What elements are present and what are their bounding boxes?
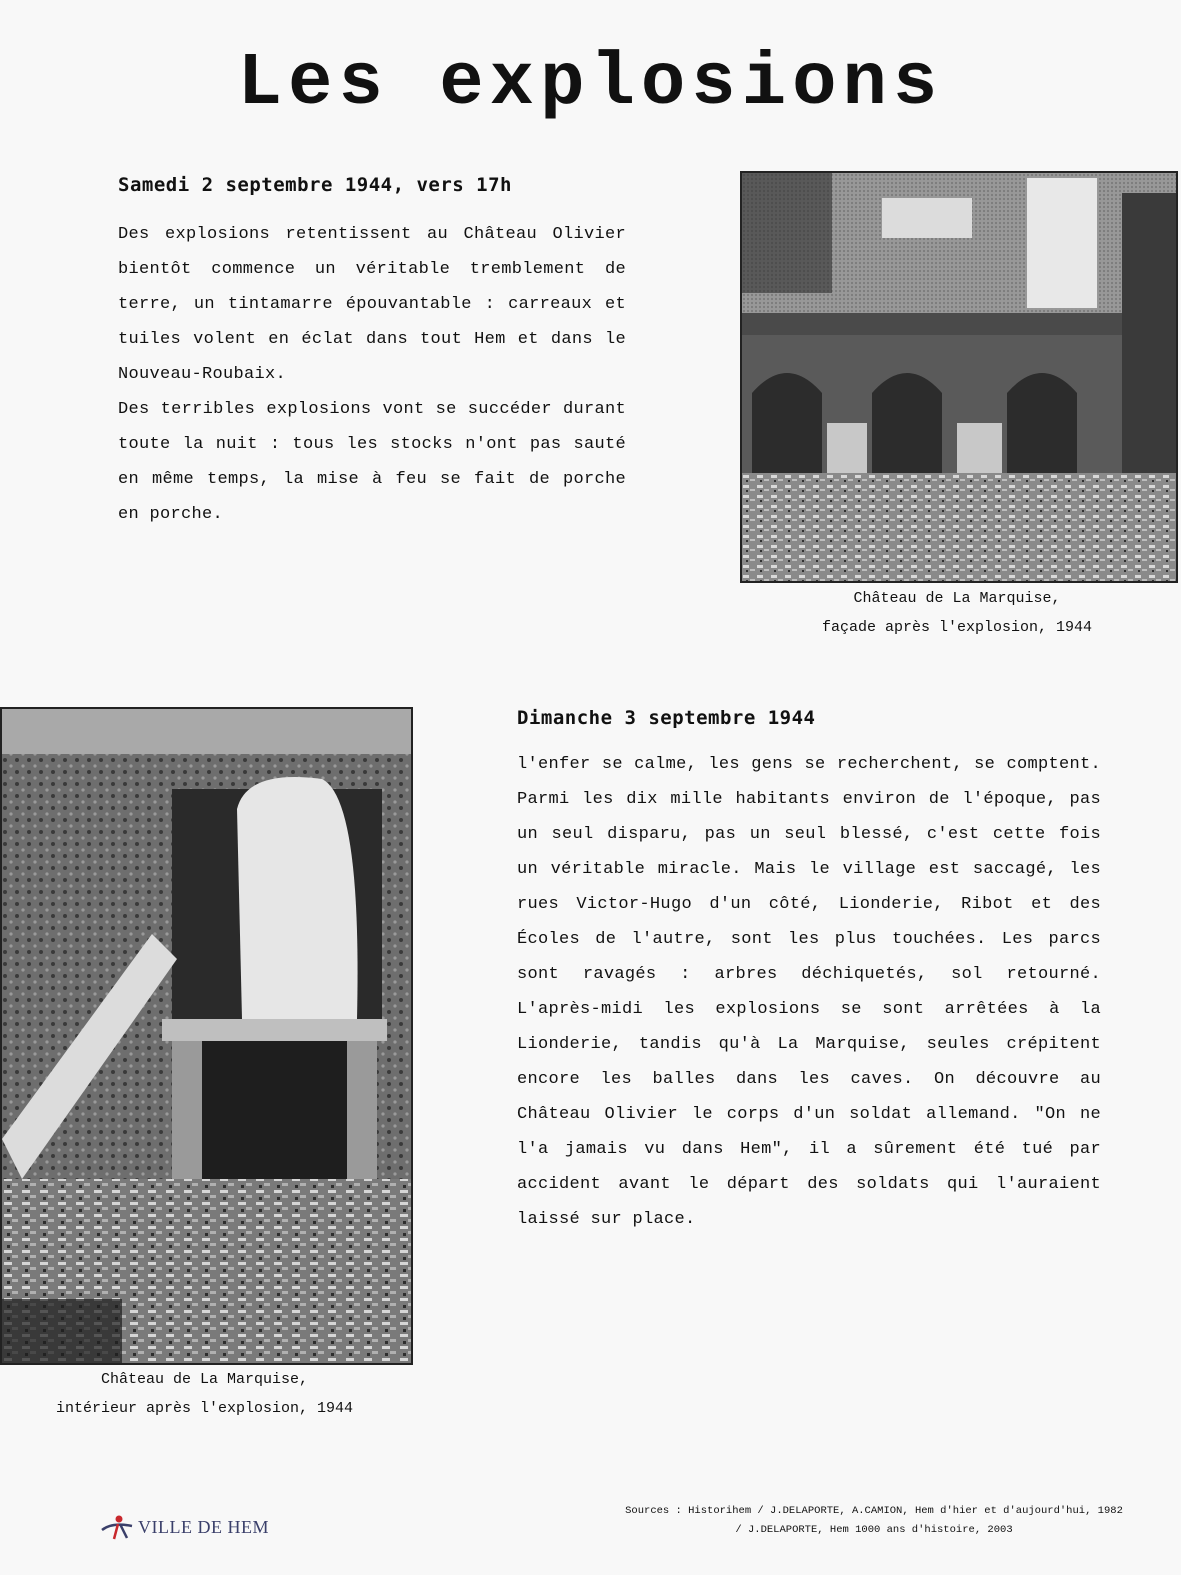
sources-line-1: Sources : Historihem / J.DELAPORTE, A.CAMION, Hem d'hier et d'aujourd'hui, 1982 [625,1505,1123,1517]
section1-paragraph-2: Des terribles explosions vont se succéder durant toute la nuit : tous les stocks n'ont pas sauté en même temps, la mise à feu se fait de porche en porche. [118,400,626,524]
hem-logo-icon [100,1514,134,1540]
page-title: Les explosions [237,42,944,126]
ville-de-hem-logo [100,1512,269,1542]
interior-photo-image [2,709,411,1363]
interior-caption-line-2: intérieur après l'explosion, 1944 [55,1400,354,1417]
sources-line-2: / J.DELAPORTE, Hem 1000 ans d'histoire, 2003 [735,1524,1013,1536]
facade-photo [740,171,1178,583]
facade-caption-line-1: Château de La Marquise, [853,590,1061,607]
facade-photo-image [742,173,1176,581]
section1-heading: Samedi 2 septembre 1944, vers 17h [118,174,512,196]
interior-photo [0,707,413,1365]
sources [600,1502,1148,1540]
facade-caption [740,584,1174,642]
interior-caption-line-1: Château de La Marquise, [100,1371,309,1388]
facade-caption-line-2: façade après l'explosion, 1944 [821,619,1093,636]
section1-paragraph-1: Des explosions retentissent au Château Olivier bientôt commence un véritable tremblement de terre, un tintamarre épouvantable : carreaux et tuiles volent en éclat dans tout Hem et dans le Nouveau-Roubaix. [118,225,626,384]
section1-text [118,217,626,532]
section2-text [517,747,1101,1237]
section2-heading: Dimanche 3 septembre 1944 [517,707,816,729]
section2-paragraph-1: l'enfer se calme, les gens se recherchent, se comptent. Parmi les dix mille habitants environ de l'époque, pas un seul disparu, pas un seul blessé, c'est cette fois un véritable miracle. Mais le village est saccagé, les rues Victor-Hugo d'un côté, Lionderie, Ribot et des Écoles de l'autre, sont les plus touchées. Les parcs sont ravagés : arbres déchiquetés, sol retourné. L'après-midi les explosions se sont arrêtées à la Lionderie, tandis qu'à La Marquise, seules crépitent encore les balles dans les caves. On découvre au Château Olivier le corps d'un soldat allemand. "On ne l'a jamais vu dans Hem", il a sûrement été tué par accident avant le départ des soldats qui l'auraient laissé sur place. [517,755,1101,1229]
logo-text: VILLE DE HEM [138,1516,269,1537]
interior-caption [0,1365,409,1423]
